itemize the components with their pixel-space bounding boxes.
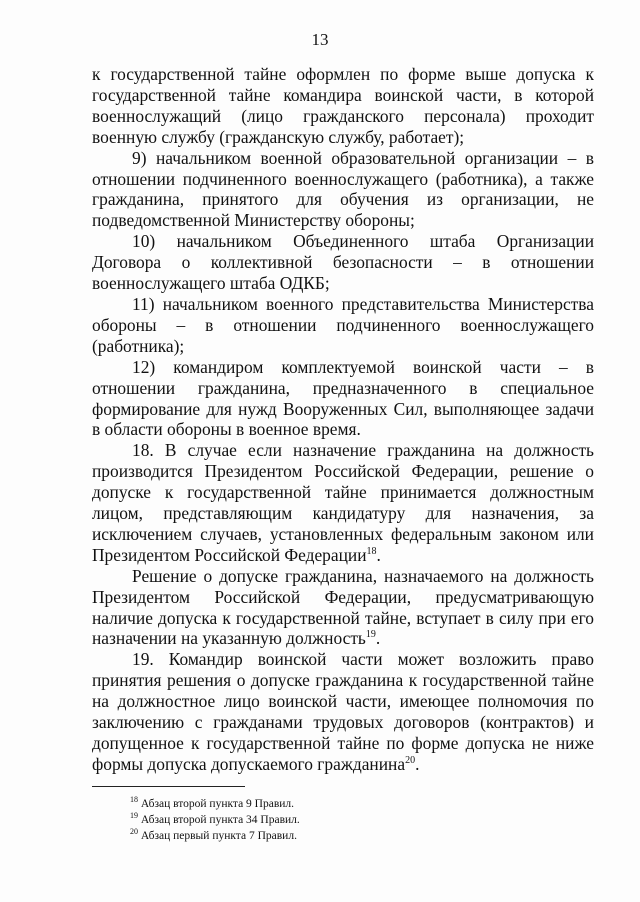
footnote-19-text: Абзац второй пункта 34 Правил. (140, 814, 300, 826)
footnote-mark-19: 19 (130, 811, 138, 821)
footnote-ref-20[interactable]: 20 (405, 755, 416, 767)
paragraph-item-9-text: 9) начальником военной образовательной организации – в отношении подчиненного военнослужащего (работника), а также гражданина, принятого для обучения из организации, не подведомственной Министерству обороны; (92, 147, 594, 231)
paragraph-1 (92, 64, 594, 148)
paragraph-decision: Решение о допуске гражданина, назначаемого на должность Президентом Российской Федерации, предусматривающую наличие допуска к государственной тайне, вступает в силу при его назначении на указанную должность$^{19}$. (92, 565, 594, 649)
paragraph-clause-18-text: 18. В случае если назначение гражданина на должность производится Президентом Российской Федерации, решение о допуске к государственной тайне принимается должностным лицом, представляющим кандидатуру для назначения, за исключением случаев, установленных федеральным законом или Президентом Российской Федерации (92, 440, 594, 565)
paragraph-item-9 (92, 148, 594, 232)
paragraph-clause-18: 18. В случае если назначение гражданина на должность производится Президентом Российской Федерации, решение о допуске к государственной тайне принимается должностным лицом, представляющим кандидатуру для назначения, за исключением случаев, установленных федеральным законом или Президентом Российской Федерации$^{18}$. (92, 440, 594, 565)
paragraph-item-11-text: 11) начальником военного представительства Министерства обороны – в отношении подчиненного военнослужащего (работника); (92, 293, 594, 356)
paragraph-decision-text: Решение о допуске гражданина, назначаемого на должность Президентом Российской Федерации, предусматривающую наличие допуска к государственной тайне, вступает в силу при его назначении на указанную должность (92, 565, 594, 649)
page-number: 13 (311, 30, 329, 49)
footnote-20-text: Абзац первый пункта 7 Правил. (140, 830, 297, 842)
footnote-19 (130, 812, 530, 828)
footnote-18-text: Абзац второй пункта 9 Правил. (140, 798, 295, 810)
paragraph-item-10-text: 10) начальником Объединенного штаба Организации Договора о коллективной безопасности – в отношении военнослужащего штаба ОДКБ; (92, 231, 594, 294)
footnote-mark-20: 20 (130, 827, 138, 837)
footnote-ref-18[interactable]: 18 (366, 546, 377, 558)
footnote-18 (130, 796, 530, 812)
paragraph-item-12-text: 12) командиром комплектуемой воинской части – в отношении гражданина, предназначенного в специальное формирование для нужд Вооруженных Сил, выполняющее задачи в области обороны в военное время. (92, 356, 594, 440)
paragraph-clause-19: 19. Командир воинской части может возложить право принятия решения о допуске гражданина к государственной тайне на должностное лицо воинской части, имеющее полномочия по заключению с гражданами трудовых договоров (контрактов) и допущенное к государственной тайне по форме допуска не ниже формы допуска допускаемого гражданина$^{20}$. (92, 649, 594, 774)
paragraph-item-11 (92, 294, 594, 357)
paragraph-item-12 (92, 357, 594, 441)
footnote-ref-19[interactable]: 19 (365, 629, 376, 641)
footnote-mark-18: 18 (130, 795, 138, 805)
paragraph-item-10 (92, 231, 594, 294)
paragraph-1-text: к государственной тайне оформлен по форме выше допуска к государственной тайне командира воинской части, в которой военнослужащий (лицо гражданского персонала) проходит военную службу (гражданскую службу, работает); (92, 64, 594, 147)
footnote-20 (130, 828, 530, 844)
footnotes (130, 796, 530, 844)
paragraph-clause-19-text: 19. Командир воинской части может возложить право принятия решения о допуске гражданина к государственной тайне на должностное лицо воинской части, имеющее полномочия по заключению с гражданами трудовых договоров (контрактов) и допущенное к государственной тайне по форме допуска не ниже формы допуска допускаемого гражданина (92, 649, 594, 774)
footnote-separator (92, 786, 245, 787)
body-text (92, 64, 594, 775)
